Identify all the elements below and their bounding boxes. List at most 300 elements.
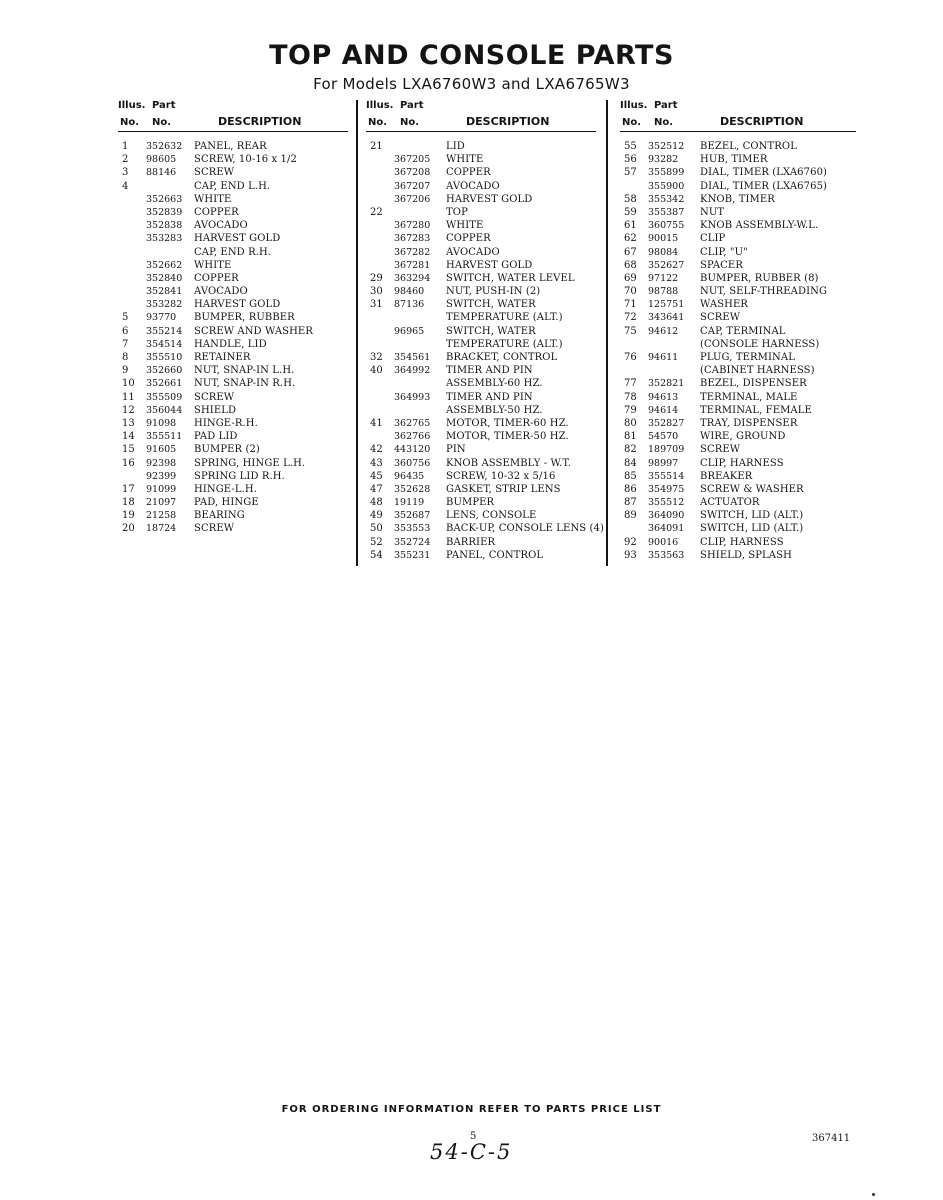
illus-number: 76 (624, 352, 637, 363)
part-number: 355899 (648, 167, 685, 179)
part-row (366, 219, 596, 232)
part-description: SWITCH, WATER LEVEL (446, 272, 575, 284)
illus-number: 81 (624, 431, 637, 443)
part-number: 352840 (146, 272, 183, 284)
handwritten-note: 54-C-5 (430, 1140, 513, 1164)
part-number: 364992 (394, 365, 431, 377)
illus-number: 16 (122, 457, 135, 469)
illus-number: 5 (122, 312, 129, 324)
part-description: HUB, TIMER (700, 154, 768, 166)
part-row (366, 377, 596, 390)
illus-number: 78 (624, 391, 637, 403)
illus-number: 92 (624, 536, 637, 548)
part-row (118, 522, 348, 535)
part-number: 352827 (648, 417, 685, 429)
part-description: COPPER (194, 206, 239, 218)
illus-number: 43 (370, 457, 383, 469)
illus-number: 15 (122, 444, 135, 456)
part-row (620, 140, 856, 153)
illus-number: 2 (122, 154, 129, 166)
part-number: 92398 (146, 457, 177, 469)
part-row (366, 325, 596, 338)
part-number: 355514 (648, 470, 685, 482)
part-row (620, 549, 856, 562)
part-description: AVOCADO (194, 220, 248, 232)
part-number: 443120 (394, 444, 431, 456)
part-row (366, 364, 596, 377)
part-number: 94611 (648, 352, 679, 363)
part-description: TERMINAL, FEMALE (700, 404, 812, 416)
illus-number: 20 (122, 523, 135, 535)
header-description: DESCRIPTION (218, 115, 302, 128)
part-row (118, 325, 348, 338)
illus-number: 85 (624, 470, 637, 482)
part-row (366, 272, 596, 285)
part-number: 352661 (146, 378, 183, 390)
part-row (366, 338, 596, 351)
illus-number: 40 (370, 365, 383, 377)
part-description: SCREW AND WASHER (194, 325, 313, 337)
part-row (118, 483, 348, 496)
illus-number: 75 (624, 325, 637, 337)
part-description: CLIP, "U" (700, 246, 748, 258)
part-number: 355387 (648, 206, 685, 218)
part-description: BRACKET, CONTROL (446, 352, 558, 363)
header-part: Part (152, 100, 176, 111)
part-row (118, 285, 348, 298)
part-number: 88146 (146, 167, 177, 179)
part-description: GASKET, STRIP LENS (446, 483, 561, 495)
illus-number: 19 (122, 510, 135, 522)
part-row (366, 549, 596, 562)
part-number: 352687 (394, 510, 431, 522)
part-number: 354561 (394, 352, 431, 363)
illus-number: 48 (370, 497, 383, 509)
part-row (118, 443, 348, 456)
part-number: 360755 (648, 220, 685, 232)
part-row (620, 272, 856, 285)
part-row (620, 311, 856, 324)
part-row (620, 193, 856, 206)
part-row (118, 206, 348, 219)
illus-number: 41 (370, 417, 383, 429)
illus-number: 8 (122, 352, 129, 363)
part-description: WHITE (446, 154, 484, 166)
document-number: 367411 (812, 1133, 851, 1144)
part-number: 353553 (394, 523, 431, 535)
illus-number: 77 (624, 378, 637, 390)
header-part-no: No. (152, 117, 172, 128)
part-description: BUMPER (446, 497, 495, 509)
illus-number: 68 (624, 259, 637, 271)
part-row (366, 298, 596, 311)
part-number: 362765 (394, 417, 431, 429)
part-row (366, 259, 596, 272)
part-number: 352839 (146, 206, 183, 218)
part-number: 367283 (394, 233, 431, 245)
illus-number: 82 (624, 444, 637, 456)
part-number: 355511 (146, 431, 183, 443)
part-row (118, 298, 348, 311)
part-row (620, 391, 856, 404)
illus-number: 13 (122, 417, 135, 429)
part-row (620, 470, 856, 483)
parts-column-3 (620, 100, 856, 562)
part-number: 91099 (146, 483, 177, 495)
illus-number: 21 (370, 141, 383, 152)
part-number: 18724 (146, 523, 177, 535)
part-description: LID (446, 141, 465, 152)
part-description: HARVEST GOLD (194, 299, 281, 311)
part-description: SWITCH, WATER (446, 299, 536, 311)
part-description: PAD LID (194, 431, 238, 443)
header-part-no: No. (400, 117, 420, 128)
part-description: NUT, PUSH-IN (2) (446, 286, 541, 298)
part-number: 343641 (648, 312, 685, 324)
part-description: MOTOR, TIMER-60 HZ. (446, 417, 569, 429)
part-row (620, 338, 856, 351)
part-number: 360756 (394, 457, 431, 469)
part-row (620, 404, 856, 417)
part-description: SCREW (194, 167, 235, 179)
part-row (118, 193, 348, 206)
part-description: SCREW (700, 444, 741, 456)
part-description: WHITE (194, 193, 232, 205)
part-description: WHITE (194, 259, 232, 271)
part-description: SHIELD (194, 404, 237, 416)
part-row (620, 206, 856, 219)
part-number: 363294 (394, 272, 431, 284)
part-description: HINGE-L.H. (194, 483, 257, 495)
part-number: 352838 (146, 220, 183, 232)
part-row (118, 311, 348, 324)
illus-number: 3 (122, 167, 129, 179)
part-description: TRAY, DISPENSER (700, 417, 798, 429)
illus-number: 61 (624, 220, 637, 232)
column-header (118, 100, 348, 132)
part-number: 189709 (648, 444, 685, 456)
header-part-no: No. (654, 117, 674, 128)
part-row (620, 509, 856, 522)
column-header (366, 100, 596, 132)
illus-number: 4 (122, 180, 129, 192)
illus-number: 31 (370, 299, 383, 311)
illus-number: 54 (370, 549, 383, 561)
part-description: TOP (446, 206, 468, 218)
parts-list (366, 140, 604, 562)
part-description: WHITE (446, 220, 484, 232)
illus-number: 30 (370, 286, 383, 298)
part-row (366, 483, 596, 496)
part-description: TEMPERATURE (ALT.) (446, 312, 563, 324)
illus-number: 59 (624, 206, 637, 218)
part-number: 352662 (146, 259, 183, 271)
header-part: Part (400, 100, 424, 111)
part-row (118, 338, 348, 351)
part-row (620, 351, 856, 364)
part-row (366, 193, 596, 206)
column-divider (356, 100, 358, 566)
part-description: (CABINET HARNESS) (700, 365, 815, 377)
part-description: BACK-UP, CONSOLE LENS (4) (446, 523, 604, 535)
illus-number: 14 (122, 431, 135, 443)
part-number: 352632 (146, 141, 183, 152)
part-description: BUMPER (2) (194, 444, 260, 456)
part-row (118, 272, 348, 285)
part-description: PAD, HINGE (194, 497, 259, 509)
part-description: NUT, SNAP-IN L.H. (194, 365, 295, 377)
part-row (366, 536, 596, 549)
part-number: 352660 (146, 365, 183, 377)
part-number: 96435 (394, 470, 425, 482)
part-description: DIAL, TIMER (LXA6760) (700, 167, 828, 179)
part-description: SCREW & WASHER (700, 483, 804, 495)
part-description: RETAINER (194, 352, 251, 363)
speck (872, 1193, 875, 1196)
header-illus-no: No. (368, 117, 388, 128)
part-row (366, 153, 596, 166)
part-row (118, 351, 348, 364)
illus-number: 11 (122, 391, 135, 403)
part-description: CLIP (700, 233, 726, 245)
illus-number: 52 (370, 536, 383, 548)
part-number: 125751 (648, 299, 685, 311)
part-number: 367281 (394, 259, 431, 271)
illus-number: 10 (122, 378, 135, 390)
illus-number: 55 (624, 141, 637, 152)
part-number: 352724 (394, 536, 431, 548)
illus-number: 7 (122, 338, 129, 350)
part-description: TEMPERATURE (ALT.) (446, 338, 563, 350)
part-row (620, 285, 856, 298)
part-description: SWITCH, WATER (446, 325, 536, 337)
illus-number: 80 (624, 417, 637, 429)
part-row (620, 417, 856, 430)
part-number: 367207 (394, 180, 431, 192)
part-number: 94613 (648, 391, 679, 403)
illus-number: 29 (370, 272, 383, 284)
part-description: BUMPER, RUBBER (8) (700, 272, 819, 284)
part-number: 91098 (146, 417, 177, 429)
header-description: DESCRIPTION (466, 115, 550, 128)
illus-number: 32 (370, 352, 383, 363)
illus-number: 47 (370, 483, 383, 495)
part-number: 91605 (146, 444, 177, 456)
part-number: 98084 (648, 246, 679, 258)
part-number: 355512 (648, 497, 685, 509)
part-number: 364090 (648, 510, 685, 522)
part-description: SWITCH, LID (ALT.) (700, 523, 804, 535)
illus-number: 58 (624, 193, 637, 205)
part-number: 87136 (394, 299, 425, 311)
part-row (620, 457, 856, 470)
part-row (620, 259, 856, 272)
illus-number: 12 (122, 404, 135, 416)
part-description: CLIP, HARNESS (700, 536, 784, 548)
page-title: TOP AND CONSOLE PARTS (269, 40, 674, 71)
part-description: SHIELD, SPLASH (700, 549, 792, 561)
part-description: SCREW, 10-16 x 1/2 (194, 154, 297, 166)
part-number: 98605 (146, 154, 177, 166)
part-description: TERMINAL, MALE (700, 391, 798, 403)
part-row (620, 364, 856, 377)
part-description: PANEL, CONTROL (446, 549, 544, 561)
part-description: HINGE-R.H. (194, 417, 258, 429)
part-description: BEZEL, CONTROL (700, 141, 797, 152)
part-description: PLUG, TERMINAL (700, 352, 795, 363)
part-number: 352663 (146, 193, 183, 205)
part-row (118, 166, 348, 179)
part-row (620, 219, 856, 232)
part-row (620, 496, 856, 509)
illus-number: 79 (624, 404, 637, 416)
part-number: 98460 (394, 286, 425, 298)
part-number: 98788 (648, 286, 679, 298)
part-number: 367282 (394, 246, 431, 258)
part-row (118, 430, 348, 443)
part-number: 94612 (648, 325, 679, 337)
part-number: 367280 (394, 220, 431, 232)
part-description: AVOCADO (194, 286, 248, 298)
parts-list (118, 140, 348, 536)
part-row (366, 166, 596, 179)
part-description: SCREW (194, 391, 235, 403)
illus-number: 84 (624, 457, 637, 469)
parts-list (620, 140, 856, 562)
part-description: DIAL, TIMER (LXA6765) (700, 180, 828, 192)
part-number: 353563 (648, 549, 685, 561)
part-description: NUT (700, 206, 725, 218)
part-number: 54570 (648, 431, 679, 443)
part-number: 93770 (146, 312, 177, 324)
illus-number: 69 (624, 272, 637, 284)
part-number: 355900 (648, 180, 685, 192)
part-description: CAP, END L.H. (194, 180, 271, 192)
part-row (620, 377, 856, 390)
part-row (366, 311, 596, 324)
part-row (118, 153, 348, 166)
part-description: NUT, SELF-THREADING (700, 286, 828, 298)
part-row (366, 457, 596, 470)
part-number: 353282 (146, 299, 183, 311)
part-row (620, 483, 856, 496)
illus-number: 6 (122, 325, 129, 337)
part-row (366, 443, 596, 456)
part-row (118, 457, 348, 470)
part-row (366, 522, 604, 535)
part-description: CLIP, HARNESS (700, 457, 784, 469)
part-number: 362766 (394, 431, 431, 443)
illus-number: 17 (122, 483, 135, 495)
part-row (366, 351, 596, 364)
part-description: CAP, TERMINAL (700, 325, 786, 337)
illus-number: 9 (122, 365, 129, 377)
illus-number: 45 (370, 470, 383, 482)
part-description: SPACER (700, 259, 743, 271)
part-description: COPPER (446, 233, 491, 245)
part-number: 352821 (648, 378, 685, 390)
illus-number: 49 (370, 510, 383, 522)
part-row (118, 219, 348, 232)
part-row (118, 377, 348, 390)
part-row (620, 232, 856, 245)
part-row (118, 404, 348, 417)
part-description: BEARING (194, 510, 245, 522)
illus-number: 67 (624, 246, 637, 258)
part-row (118, 470, 348, 483)
illus-number: 72 (624, 312, 637, 324)
part-number: 90015 (648, 233, 679, 245)
header-part: Part (654, 100, 678, 111)
part-number: 356044 (146, 404, 183, 416)
part-description: PANEL, REAR (194, 141, 267, 152)
part-description: KNOB, TIMER (700, 193, 775, 205)
part-description: LENS, CONSOLE (446, 510, 537, 522)
illus-number: 87 (624, 497, 637, 509)
part-description: COPPER (446, 167, 491, 179)
part-row (118, 140, 348, 153)
part-description: ASSEMBLY-50 HZ. (446, 404, 543, 416)
header-illus: Illus. (366, 100, 394, 111)
part-row (620, 180, 856, 193)
part-row (366, 496, 596, 509)
part-number: 352512 (648, 141, 685, 152)
part-number: 352841 (146, 286, 183, 298)
part-number: 21258 (146, 510, 177, 522)
part-description: BARRIER (446, 536, 496, 548)
part-row (366, 246, 596, 259)
illus-number: 70 (624, 286, 637, 298)
part-description: (CONSOLE HARNESS) (700, 338, 820, 350)
header-description: DESCRIPTION (720, 115, 804, 128)
part-number: 93282 (648, 154, 679, 166)
illus-number: 71 (624, 299, 637, 311)
parts-column-1 (118, 100, 348, 536)
part-row (620, 153, 856, 166)
part-number: 355231 (394, 549, 431, 561)
part-number: 355510 (146, 352, 183, 363)
part-number: 364993 (394, 391, 431, 403)
illus-number: 50 (370, 523, 383, 535)
part-description: AVOCADO (446, 180, 500, 192)
part-number: 354514 (146, 338, 183, 350)
part-row (118, 496, 348, 509)
part-number: 98997 (648, 457, 679, 469)
part-row (118, 180, 348, 193)
part-description: COPPER (194, 272, 239, 284)
part-description: MOTOR, TIMER-50 HZ. (446, 431, 569, 443)
part-row (366, 285, 596, 298)
part-number: 352628 (394, 483, 431, 495)
header-illus: Illus. (118, 100, 146, 111)
part-row (620, 325, 856, 338)
header-illus-no: No. (120, 117, 140, 128)
part-number: 19119 (394, 497, 425, 509)
part-row (620, 430, 856, 443)
part-row (118, 364, 348, 377)
part-description: WIRE, GROUND (700, 431, 786, 443)
header-illus-no: No. (622, 117, 642, 128)
part-description: ASSEMBLY-60 HZ. (446, 378, 543, 390)
part-row (620, 536, 856, 549)
part-row (620, 443, 856, 456)
part-number: 367205 (394, 154, 431, 166)
part-row (118, 417, 348, 430)
part-number: 355214 (146, 325, 183, 337)
part-row (366, 391, 596, 404)
part-description: KNOB ASSEMBLY-W.L. (700, 220, 819, 232)
part-number: 355342 (648, 193, 685, 205)
